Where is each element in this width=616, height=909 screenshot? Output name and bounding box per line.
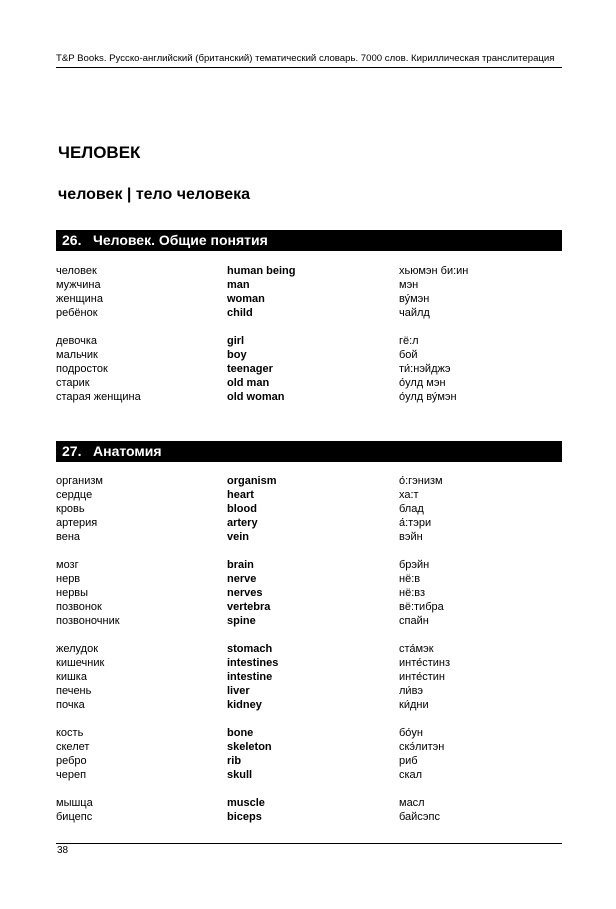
russian-word: нервы bbox=[56, 587, 89, 599]
russian-word: почка bbox=[56, 699, 85, 711]
english-word: bone bbox=[227, 727, 254, 739]
transliteration: скал bbox=[399, 769, 423, 781]
vocab-row bbox=[56, 740, 562, 754]
transliteration: вэйн bbox=[399, 531, 423, 543]
english-word: blood bbox=[227, 503, 257, 515]
running-header: T&P Books. Русско-английский (британский) тематический словарь. 7000 слов. Кириллическая транслитерация bbox=[56, 53, 555, 64]
russian-word: нерв bbox=[56, 573, 81, 585]
transliteration: ха:т bbox=[399, 489, 419, 501]
vocab-row bbox=[56, 264, 562, 278]
transliteration: инте́стинз bbox=[399, 657, 451, 669]
section-title: Анатомия bbox=[93, 443, 162, 459]
english-word: girl bbox=[227, 335, 245, 347]
transliteration: ли́вэ bbox=[399, 685, 424, 697]
section-title: Человек. Общие понятия bbox=[93, 232, 268, 248]
russian-word: старая женщина bbox=[56, 391, 141, 403]
transliteration: чайлд bbox=[399, 307, 430, 319]
russian-word: кишечник bbox=[56, 657, 105, 669]
entry-group bbox=[56, 474, 562, 544]
english-word: skeleton bbox=[227, 741, 272, 753]
transliteration: инте́стин bbox=[399, 671, 446, 683]
english-word: nerve bbox=[227, 573, 257, 585]
entry-group bbox=[56, 334, 562, 404]
transliteration: спайн bbox=[399, 615, 429, 627]
section-entries-27 bbox=[56, 474, 562, 838]
vocab-row bbox=[56, 376, 562, 390]
english-word: organism bbox=[227, 475, 277, 487]
english-word: old woman bbox=[227, 391, 285, 403]
vocab-row bbox=[56, 586, 562, 600]
english-word: spine bbox=[227, 615, 256, 627]
chapter-subtitle: человек | тело человека bbox=[58, 186, 251, 203]
english-word: skull bbox=[227, 769, 253, 781]
transliteration: ста́мэк bbox=[399, 643, 434, 655]
transliteration: вё:тибра bbox=[399, 601, 444, 613]
russian-word: ребёнок bbox=[56, 307, 98, 319]
english-word: rib bbox=[227, 755, 242, 767]
english-word: woman bbox=[227, 293, 265, 305]
entry-group bbox=[56, 726, 562, 782]
vocab-row bbox=[56, 754, 562, 768]
russian-word: мышца bbox=[56, 797, 93, 809]
russian-word: печень bbox=[56, 685, 92, 697]
vocab-row bbox=[56, 292, 562, 306]
vocab-row bbox=[56, 390, 562, 404]
english-word: teenager bbox=[227, 363, 273, 375]
russian-word: женщина bbox=[56, 293, 103, 305]
transliteration: ву́мэн bbox=[399, 293, 430, 305]
transliteration: о́:гэнизм bbox=[399, 475, 443, 487]
entry-group bbox=[56, 642, 562, 712]
transliteration: ки́дни bbox=[399, 699, 429, 711]
russian-word: мозг bbox=[56, 559, 79, 571]
chapter-title: ЧЕЛОВЕК bbox=[58, 143, 141, 162]
russian-word: ребро bbox=[56, 755, 87, 767]
russian-word: человек bbox=[56, 265, 97, 277]
vocab-row bbox=[56, 306, 562, 320]
russian-word: череп bbox=[56, 769, 87, 781]
vocab-row bbox=[56, 600, 562, 614]
russian-word: позвоночник bbox=[56, 615, 120, 627]
section-entries-26 bbox=[56, 264, 562, 418]
english-word: vertebra bbox=[227, 601, 271, 613]
vocab-row bbox=[56, 684, 562, 698]
english-word: kidney bbox=[227, 699, 262, 711]
english-word: vein bbox=[227, 531, 250, 543]
russian-word: сердце bbox=[56, 489, 93, 501]
russian-word: вена bbox=[56, 531, 81, 543]
english-word: old man bbox=[227, 377, 270, 389]
transliteration: о́улд мэн bbox=[399, 377, 446, 389]
transliteration: а́:тэри bbox=[399, 517, 432, 529]
section-heading-27 bbox=[56, 441, 562, 462]
russian-word: мальчик bbox=[56, 349, 98, 361]
vocab-row bbox=[56, 768, 562, 782]
transliteration: о́улд ву́мэн bbox=[399, 391, 457, 403]
section-heading-26 bbox=[56, 230, 562, 251]
english-word: muscle bbox=[227, 797, 265, 809]
transliteration: масл bbox=[399, 797, 425, 809]
english-word: child bbox=[227, 307, 253, 319]
english-word: boy bbox=[227, 349, 247, 361]
transliteration: скэ́литэн bbox=[399, 741, 445, 753]
transliteration: бо́ун bbox=[399, 727, 423, 739]
transliteration: хьюмэн би:ин bbox=[399, 265, 469, 277]
footer-rule bbox=[56, 843, 562, 844]
vocab-row bbox=[56, 810, 562, 824]
russian-word: подросток bbox=[56, 363, 108, 375]
transliteration: бой bbox=[399, 349, 418, 361]
russian-word: бицепс bbox=[56, 811, 93, 823]
section-number: 26. bbox=[62, 232, 82, 248]
vocab-row bbox=[56, 278, 562, 292]
vocab-row bbox=[56, 558, 562, 572]
vocab-row bbox=[56, 642, 562, 656]
english-word: nerves bbox=[227, 587, 263, 599]
english-word: brain bbox=[227, 559, 254, 571]
russian-word: кишка bbox=[56, 671, 87, 683]
russian-word: организм bbox=[56, 475, 103, 487]
vocab-row bbox=[56, 362, 562, 376]
vocab-row bbox=[56, 726, 562, 740]
page-number: 38 bbox=[57, 845, 69, 856]
english-word: man bbox=[227, 279, 250, 291]
entry-group bbox=[56, 796, 562, 824]
english-word: artery bbox=[227, 517, 258, 529]
russian-word: кость bbox=[56, 727, 84, 739]
header-rule bbox=[56, 67, 562, 68]
english-word: intestine bbox=[227, 671, 273, 683]
vocab-row bbox=[56, 502, 562, 516]
transliteration: блад bbox=[399, 503, 424, 515]
english-word: biceps bbox=[227, 811, 262, 823]
russian-word: желудок bbox=[56, 643, 99, 655]
russian-word: девочка bbox=[56, 335, 98, 347]
transliteration: гё:л bbox=[399, 335, 419, 347]
transliteration: ти́:нэйджэ bbox=[399, 363, 451, 375]
vocab-row bbox=[56, 698, 562, 712]
entry-group bbox=[56, 558, 562, 628]
russian-word: артерия bbox=[56, 517, 98, 529]
transliteration: риб bbox=[399, 755, 418, 767]
russian-word: мужчина bbox=[56, 279, 101, 291]
transliteration: байсэпс bbox=[399, 811, 441, 823]
vocab-row bbox=[56, 348, 562, 362]
vocab-row bbox=[56, 796, 562, 810]
english-word: human being bbox=[227, 265, 296, 277]
vocab-row bbox=[56, 614, 562, 628]
vocab-row bbox=[56, 572, 562, 586]
vocab-row bbox=[56, 334, 562, 348]
vocab-row bbox=[56, 656, 562, 670]
russian-word: позвонок bbox=[56, 601, 102, 613]
russian-word: старик bbox=[56, 377, 90, 389]
vocab-row bbox=[56, 474, 562, 488]
russian-word: кровь bbox=[56, 503, 85, 515]
russian-word: скелет bbox=[56, 741, 90, 753]
vocab-row bbox=[56, 488, 562, 502]
english-word: intestines bbox=[227, 657, 279, 669]
transliteration: нё:вз bbox=[399, 587, 426, 599]
transliteration: брэйн bbox=[399, 559, 430, 571]
entry-group bbox=[56, 264, 562, 320]
english-word: heart bbox=[227, 489, 254, 501]
vocab-row bbox=[56, 670, 562, 684]
transliteration: нё:в bbox=[399, 573, 421, 585]
vocab-row bbox=[56, 530, 562, 544]
english-word: stomach bbox=[227, 643, 273, 655]
vocab-row bbox=[56, 516, 562, 530]
section-number: 27. bbox=[62, 443, 82, 459]
transliteration: мэн bbox=[399, 279, 419, 291]
english-word: liver bbox=[227, 685, 250, 697]
